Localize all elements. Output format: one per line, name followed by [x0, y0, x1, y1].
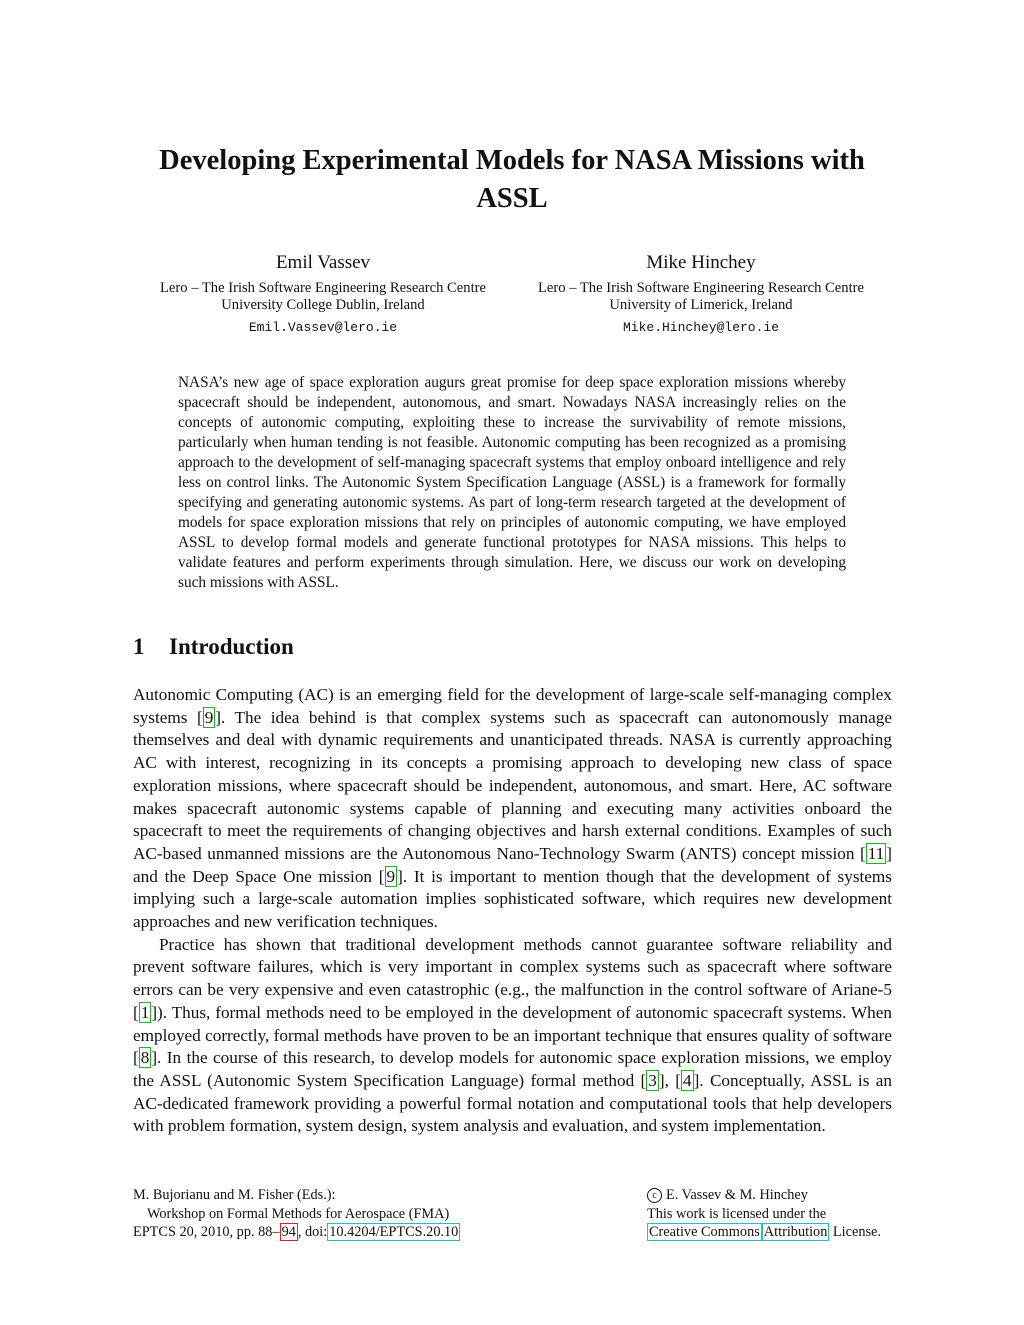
copyright-icon: c [647, 1188, 662, 1203]
text-run: E. Vassev & M. Hinchey [666, 1187, 808, 1203]
text-run: ]. The idea behind is that complex systems such as spacecraft can autonomously manage themselves and deal with dynamic requirements and unanticipated threads. NASA is currently approaching AC with interest, recognizing in its concepts a promising approach to developing new class of space exploration missions, where spacecraft should be independent, autonomous, and smart. Here, AC software makes spacecraft autonomic systems capable of planning and executing many activities onboard the spacecraft to meet the requirements of changing objectives and harsh external conditions. Examples of such AC-based unmanned missions are the Autonomous Nano-Technology Swarm (ANTS) concept mission [ [133, 707, 892, 863]
license-links-line [647, 1223, 907, 1242]
citation-link[interactable]: 9 [204, 707, 214, 727]
abstract-text: NASA’s new age of space exploration augurs great promise for deep space exploration missions whereby spacecraft should be independent, autonomous, and smart. Nowadays NASA increasingly relies on the concepts of autonomic computing, exploiting these to increase the survivability of remote missions, particularly when human tending is not feasible. Autonomic computing has been recognized as a promising approach to the development of self-managing spacecraft systems that employ onboard intelligence and rely less on control links. The Autonomic System Specification Language (ASSL) is a framework for formally specifying and generating autonomic systems. As part of long-term research targeted at the development of models for space exploration missions that rely on principles of autonomic computing, we have employed ASSL to develop formal models and generate functional prototypes for NASA missions. This helps to validate features and perform experiments through simulation. Here, we discuss our work on developing such missions with ASSL. [178, 374, 846, 591]
text-run: ], [ [658, 1070, 681, 1090]
license-line: This work is licensed under the [647, 1205, 827, 1222]
paragraph-1 [133, 684, 892, 934]
author-institution: University of Limerick, Ireland [609, 297, 793, 313]
citation-link[interactable]: 8 [140, 1048, 150, 1068]
eptcs-line [133, 1223, 553, 1242]
text-run: EPTCS 20, 2010, pp. 88– [133, 1224, 280, 1240]
citation-link[interactable]: 1 [140, 1002, 150, 1022]
text-run: , doi: [297, 1224, 328, 1240]
author-block-1 [148, 252, 498, 335]
editors-line: M. Bujorianu and M. Fisher (Eds.): [133, 1187, 336, 1203]
footer-license-info [647, 1186, 907, 1242]
author-block-2 [526, 252, 876, 335]
text-run: Autonomic Computing (AC) is an emerging field for the development of large-scale self-managing complex systems [ [133, 685, 892, 727]
section-heading [133, 634, 294, 660]
text-run: License. [829, 1224, 881, 1240]
body-text [133, 684, 892, 1138]
text-run: ]. Conceptually, ASSL is an AC-dedicated framework providing a powerful formal notation and computational tools that help developers with problem formation, system design, system analysis and evaluation, and system implementation. [133, 1070, 892, 1136]
citation-link[interactable]: 3 [648, 1070, 657, 1090]
author-affiliation: Lero – The Irish Software Engineering Research Centre [538, 280, 864, 296]
citation-link[interactable]: 9 [386, 866, 396, 886]
attribution-link[interactable]: Attribution [763, 1224, 828, 1240]
citation-link[interactable]: 4 [682, 1070, 692, 1090]
text-run: ]. It is important to mention though that the development of systems implying such a large-scale automation implies sophisticated software, which requires new development approaches and new verification techniques. [133, 866, 892, 932]
section-number: 1 [133, 634, 145, 659]
abstract [178, 373, 846, 593]
citation-link[interactable]: 11 [867, 843, 885, 863]
author-email: Emil.Vassev@lero.ie [248, 320, 398, 335]
paper-title [140, 142, 884, 218]
workshop-line: Workshop on Formal Methods for Aerospace (FMA) [147, 1205, 450, 1222]
text-run: ]. In the course of this research, to develop models for autonomic space exploration missions, we employ the ASSL (Autonomic System Specification Language) formal method [ [133, 1048, 892, 1090]
author-name: Mike Hinchey [646, 252, 756, 273]
doi-link[interactable]: 10.4204/EPTCS.20.10 [329, 1224, 459, 1240]
creative-commons-link[interactable]: Creative Commons [649, 1224, 760, 1240]
last-page-link[interactable]: 94 [281, 1224, 296, 1240]
title-line-2: ASSL [476, 183, 548, 214]
copyright-line [647, 1186, 907, 1205]
footer-publication-info [133, 1186, 553, 1242]
text-run: ] and the Deep Space One mission [ [133, 843, 892, 886]
author-name: Emil Vassev [275, 252, 371, 273]
text-run: ]). Thus, formal methods need to be employed in the development of autonomic spacecraft systems. When employed correctly, formal methods have proven to be an important technique that ensures quality of software [ [133, 1002, 892, 1068]
author-institution: University College Dublin, Ireland [221, 297, 425, 313]
title-line-1: Developing Experimental Models for NASA Missions with [159, 145, 865, 176]
paragraph-2 [133, 934, 892, 1138]
section-title: Introduction [169, 634, 294, 659]
author-affiliation: Lero – The Irish Software Engineering Research Centre [160, 280, 486, 296]
text-run: Practice has shown that traditional development methods cannot guarantee software reliability and prevent software failures, which is very important in complex systems such as spacecraft where software errors can be very expensive and even catastrophic (e.g., the malfunction in the control software of Ariane-5 [ [133, 934, 892, 1022]
author-email: Mike.Hinchey@lero.ie [622, 320, 780, 335]
